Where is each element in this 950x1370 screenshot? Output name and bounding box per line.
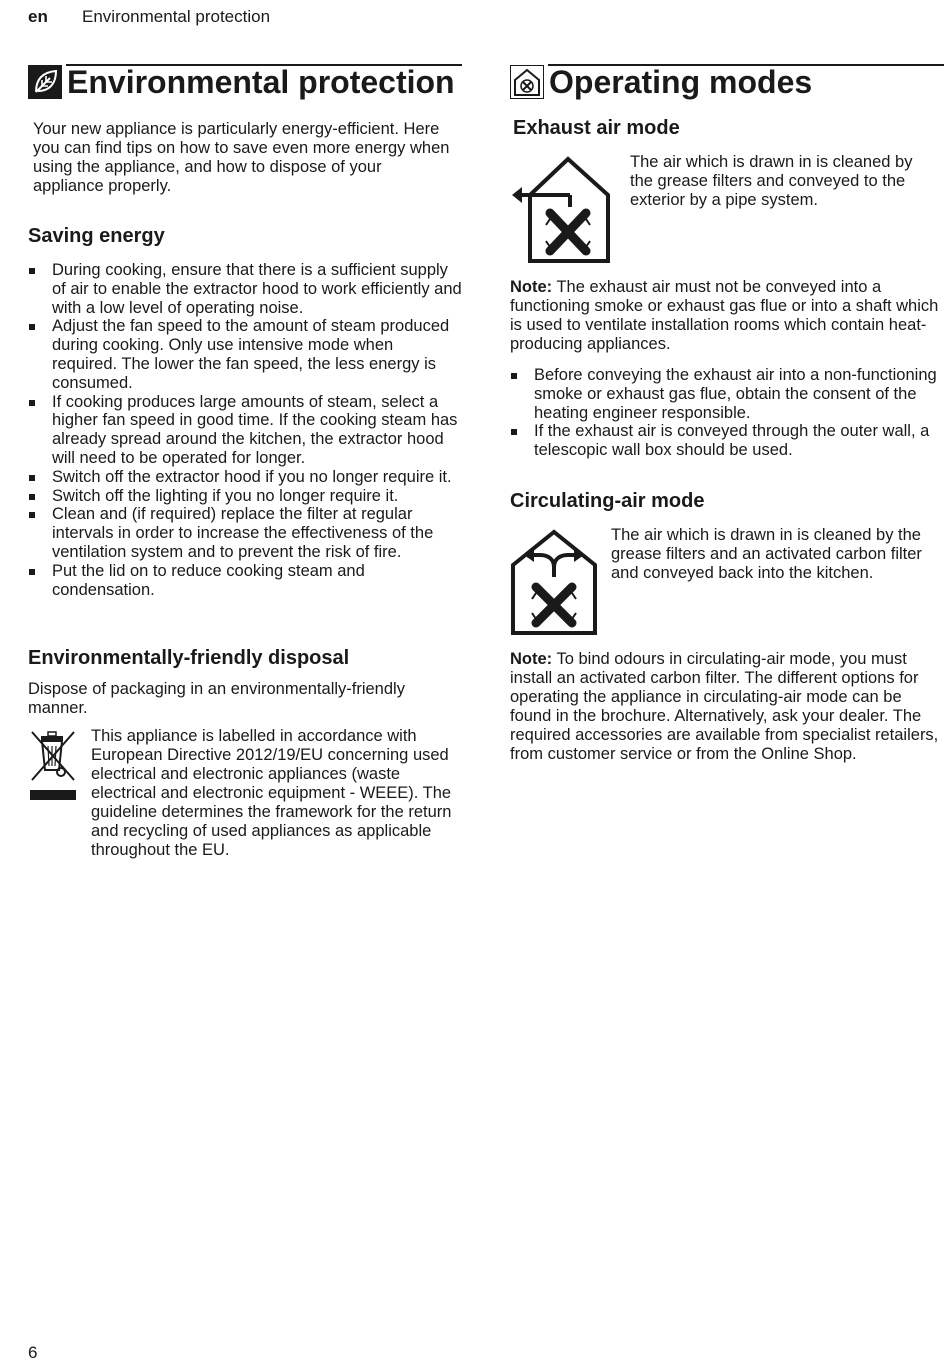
saving-energy-heading: Saving energy: [28, 225, 165, 247]
list-item: Clean and (if required) replace the filter at regular intervals in order to increase the effectiveness of the ventilation system and to prevent the risk of fire.: [28, 505, 462, 561]
note-label: Note:: [510, 278, 553, 296]
list-item: Switch off the lighting if you no longer require it.: [28, 487, 462, 506]
circulating-air-heading: Circulating-air mode: [510, 490, 705, 512]
header-section-title: Environmental protection: [82, 7, 271, 26]
page-number: 6: [28, 1343, 38, 1362]
exhaust-note: [510, 278, 944, 354]
leaf-icon: [28, 65, 62, 99]
circulating-air-description: The air which is drawn in is cleaned by the grease filters and an activated carbon filter and conveyed back into the kitchen.: [611, 526, 922, 582]
disposal-heading: Environmentally-friendly disposal: [28, 647, 350, 669]
list-item: If the exhaust air is conveyed through the outer wall, a telescopic wall box should be used.: [510, 422, 944, 460]
circulating-note: [510, 650, 944, 764]
saving-energy-list: [28, 261, 462, 599]
exhaust-air-heading: Exhaust air mode: [513, 117, 680, 139]
list-item: During cooking, ensure that there is a sufficient supply of air to enable the extractor hood to work efficiently and with a low level of operating noise.: [28, 261, 462, 317]
exhaust-list: [510, 366, 944, 460]
intro-paragraph: Your new appliance is particularly energy-efficient. Here you can find tips on how to save even more energy when using the appliance, and how to dispose of your appliance properly.: [33, 120, 450, 195]
list-item: Put the lid on to reduce cooking steam and condensation.: [28, 562, 462, 600]
list-item: Adjust the fan speed to the amount of steam produced during cooking. Only use intensive mode when required. The lower the fan speed, the less energy is consumed.: [28, 317, 462, 392]
note-text: To bind odours in circulating-air mode, you must install an activated carbon filter. The different options for operating the appliance in circulating-air mode can be found in the brochure. Alternatively, ask your dealer. The required accessories are available from specialist retailers, from customer service or from the Online Shop.: [510, 650, 939, 763]
note-text: The exhaust air must not be conveyed into a functioning smoke or exhaust gas flue or into a shaft which is used to ventilate installation rooms which contain heat-producing appliances.: [510, 278, 939, 353]
operating-modes-title: Operating modes: [549, 64, 813, 100]
circulating-air-icon: [510, 529, 598, 637]
note-label: Note:: [510, 650, 553, 668]
house-fan-icon: [510, 65, 544, 99]
crossed-bin-icon: [28, 728, 78, 804]
list-item: Switch off the extractor hood if you no longer require it.: [28, 468, 462, 487]
exhaust-air-description: The air which is drawn in is cleaned by the grease filters and conveyed to the exterior by a pipe system.: [630, 153, 913, 209]
environmental-protection-heading-block: [28, 62, 462, 102]
exhaust-air-icon: [510, 155, 614, 265]
operating-modes-heading-block: [510, 62, 944, 102]
page-title: Environmental protection: [67, 64, 455, 100]
list-item: If cooking produces large amounts of steam, select a higher fan speed in good time. If the cooking steam has already spread around the kitchen, the extractor hood will need to be operated for longer.: [28, 393, 462, 468]
weee-paragraph: This appliance is labelled in accordance with European Directive 2012/19/EU concerning used electrical and electronic appliances (waste electrical and electronic equipment - WEEE). The guideline determines the framework for the return and recycling of used appliances as applicable throughout the EU.: [91, 727, 452, 859]
header-language: en: [28, 7, 48, 26]
list-item: Before conveying the exhaust air into a non-functioning smoke or exhaust gas flue, obtain the consent of the heating engineer responsible.: [510, 366, 944, 422]
disposal-paragraph: Dispose of packaging in an environmentally-friendly manner.: [28, 680, 405, 717]
